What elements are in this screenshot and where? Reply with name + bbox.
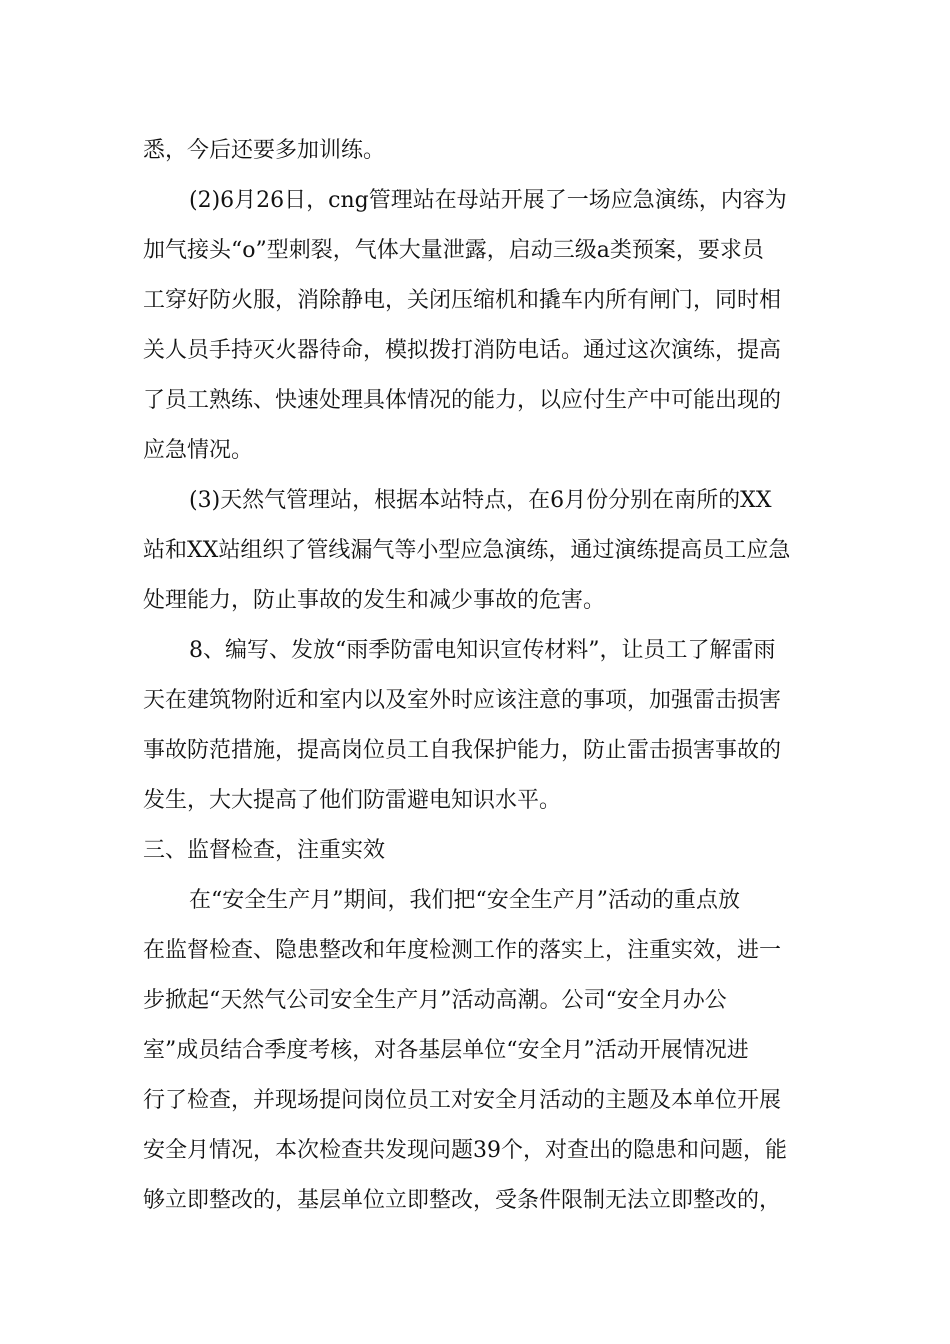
text-line: 了员工熟练、快速处理具体情况的能力，以应付生产中可能出现的 xyxy=(143,388,782,413)
text-line: 工穿好防火服，消除静电，关闭压缩机和撬车内所有闸门，同时相 xyxy=(143,288,782,313)
text-line: 站和XX站组织了管线漏气等小型应急演练，通过演练提高员工应急 xyxy=(143,538,791,563)
text-line: 步掀起“天然气公司安全生产月”活动高潮。公司“安全月办公 xyxy=(143,988,727,1013)
text-line: 发生，大大提高了他们防雷避电知识水平。 xyxy=(143,788,562,813)
text-line: 应急情况。 xyxy=(143,438,254,463)
text-line: 够立即整改的，基层单位立即整改，受条件限制无法立即整改的， xyxy=(143,1188,782,1213)
section-heading: 三、监督检查，注重实效 xyxy=(143,838,386,863)
text-line: 安全月情况，本次检查共发现问题39个，对查出的隐患和问题，能 xyxy=(143,1138,787,1163)
text-line: 处理能力，防止事故的发生和减少事故的危害。 xyxy=(143,588,606,613)
text-line: 室”成员结合季度考核，对各基层单位“安全月”活动开展情况进 xyxy=(143,1038,749,1063)
text-line: 关人员手持灭火器待命，模拟拨打消防电话。通过这次演练，提高 xyxy=(143,338,782,363)
text-line: (2)6月26日，cng管理站在母站开展了一场应急演练，内容为 xyxy=(189,188,787,213)
text-line: 在监督检查、隐患整改和年度检测工作的落实上，注重实效，进一 xyxy=(143,938,782,963)
text-line: (3)天然气管理站，根据本站特点，在6月份分别在南所的XX xyxy=(189,488,772,513)
text-line: 事故防范措施，提高岗位员工自我保护能力，防止雷击损害事故的 xyxy=(143,738,782,763)
text-line: 悉，今后还要多加训练。 xyxy=(143,138,386,163)
text-line: 行了检查，并现场提问岗位员工对安全月活动的主题及本单位开展 xyxy=(143,1088,782,1113)
text-line: 加气接头“o”型刺裂，气体大量泄露，启动三级a类预案，要求员 xyxy=(143,238,764,263)
text-line: 在“安全生产月”期间，我们把“安全生产月”活动的重点放 xyxy=(189,888,740,913)
text-line: 天在建筑物附近和室内以及室外时应该注意的事项，加强雷击损害 xyxy=(143,688,782,713)
text-line: 8、编写、发放“雨季防雷电知识宣传材料”，让员工了解雷雨 xyxy=(189,638,776,663)
